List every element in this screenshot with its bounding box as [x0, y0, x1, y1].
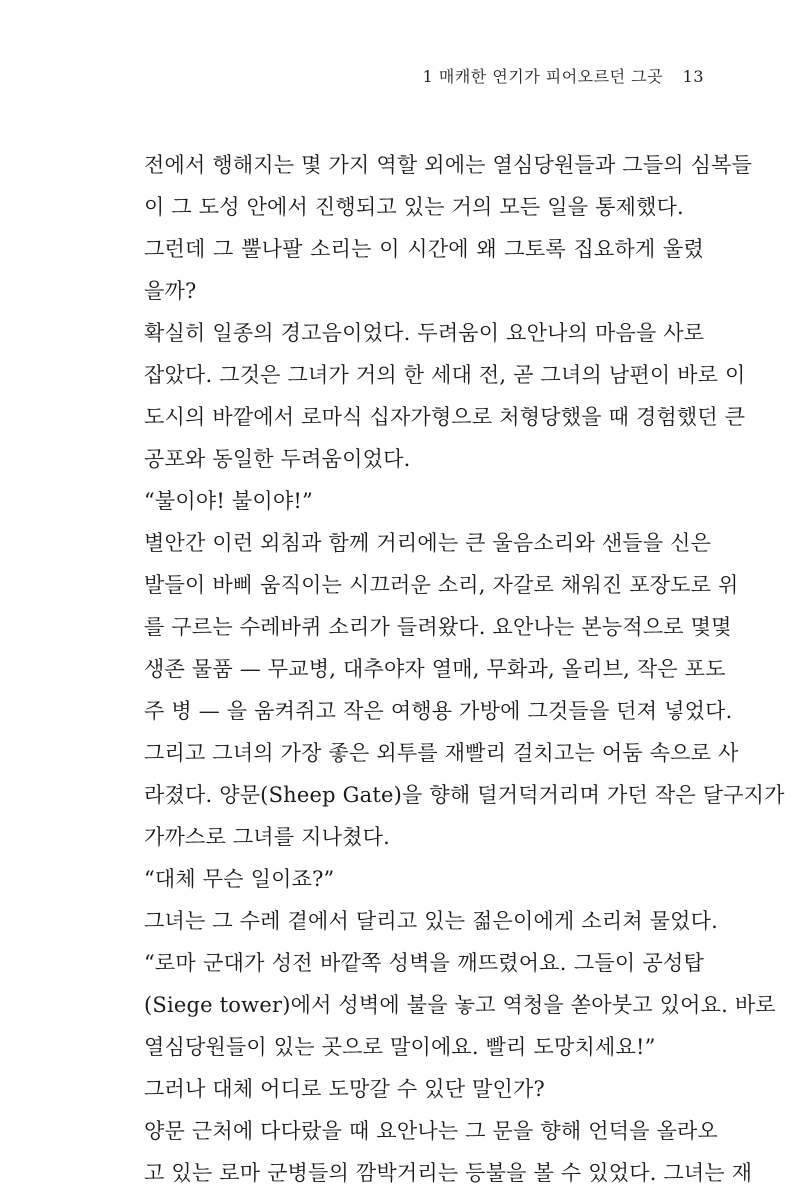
text-line: 잡았다. 그것은 그녀가 거의 한 세대 전, 곧 그녀의 남편이 바로 이: [144, 363, 746, 387]
text-line: 이 그 도성 안에서 진행되고 있는 거의 모든 일을 통제했다.: [144, 195, 684, 219]
text-line: 가까스로 그녀를 지나쳤다.: [144, 825, 390, 849]
text-line: 그리고 그녀의 가장 좋은 외투를 재빨리 걸치고는 어둠 속으로 사: [144, 741, 739, 765]
text-line: 주 병 — 을 움켜쥐고 작은 여행용 가방에 그것들을 던져 넣었다.: [144, 699, 733, 723]
text-line: 라졌다. 양문(Sheep Gate)을 향해 덜거덕거리며 가던 작은 달구지가: [144, 783, 785, 807]
text-line: 그런데 그 뿔나팔 소리는 이 시간에 왜 그토록 집요하게 울렸: [144, 237, 704, 261]
text-line: 양문 근처에 다다랐을 때 요안나는 그 문을 향해 언덕을 올라오: [144, 1119, 719, 1143]
text-line: (Siege tower)에서 성벽에 불을 놓고 역청을 쏟아붓고 있어요. 바로: [144, 993, 776, 1017]
text-line: “대체 무슨 일이죠?”: [144, 867, 335, 891]
text-line: “로마 군대가 성전 바깥쪽 성벽을 깨뜨렸어요. 그들이 공성탑: [144, 951, 704, 975]
running-head: [423, 64, 704, 87]
page-number: 13: [682, 67, 704, 86]
text-line: 고 있는 로마 군병들의 깜박거리는 등불을 볼 수 있었다. 그녀는 재: [144, 1161, 753, 1185]
text-line: 도시의 바깥에서 로마식 십자가형으로 처형당했을 때 경험했던 큰: [144, 405, 746, 429]
text-line: “불이야! 불이야!”: [144, 489, 313, 513]
text-line: 별안간 이런 외침과 함께 거리에는 큰 울음소리와 샌들을 신은: [144, 531, 712, 555]
text-line: 생존 물품 — 무교병, 대추야자 열매, 무화과, 올리브, 작은 포도: [144, 657, 726, 681]
text-line: 그녀는 그 수레 곁에서 달리고 있는 젊은이에게 소리쳐 물었다.: [144, 909, 719, 933]
text-line: 을까?: [144, 279, 197, 303]
text-line: 를 구르는 수레바퀴 소리가 들려왔다. 요안나는 본능적으로 몇몇: [144, 615, 732, 639]
body-text: [144, 144, 785, 1194]
text-line: 그러나 대체 어디로 도망갈 수 있단 말인가?: [144, 1077, 545, 1101]
text-line: 전에서 행해지는 몇 가지 역할 외에는 열심당원들과 그들의 심복들: [144, 153, 753, 177]
text-line: 발들이 바삐 움직이는 시끄러운 소리, 자갈로 채워진 포장도로 위: [144, 573, 739, 597]
chapter-title: 1 매캐한 연기가 피어오르던 그곳: [422, 67, 664, 86]
text-line: 확실히 일종의 경고음이었다. 두려움이 요안나의 마음을 사로: [144, 321, 705, 345]
text-line: 열심당원들이 있는 곳으로 말이에요. 빨리 도망치세요!”: [144, 1035, 656, 1059]
text-line: 공포와 동일한 두려움이었다.: [144, 447, 411, 471]
